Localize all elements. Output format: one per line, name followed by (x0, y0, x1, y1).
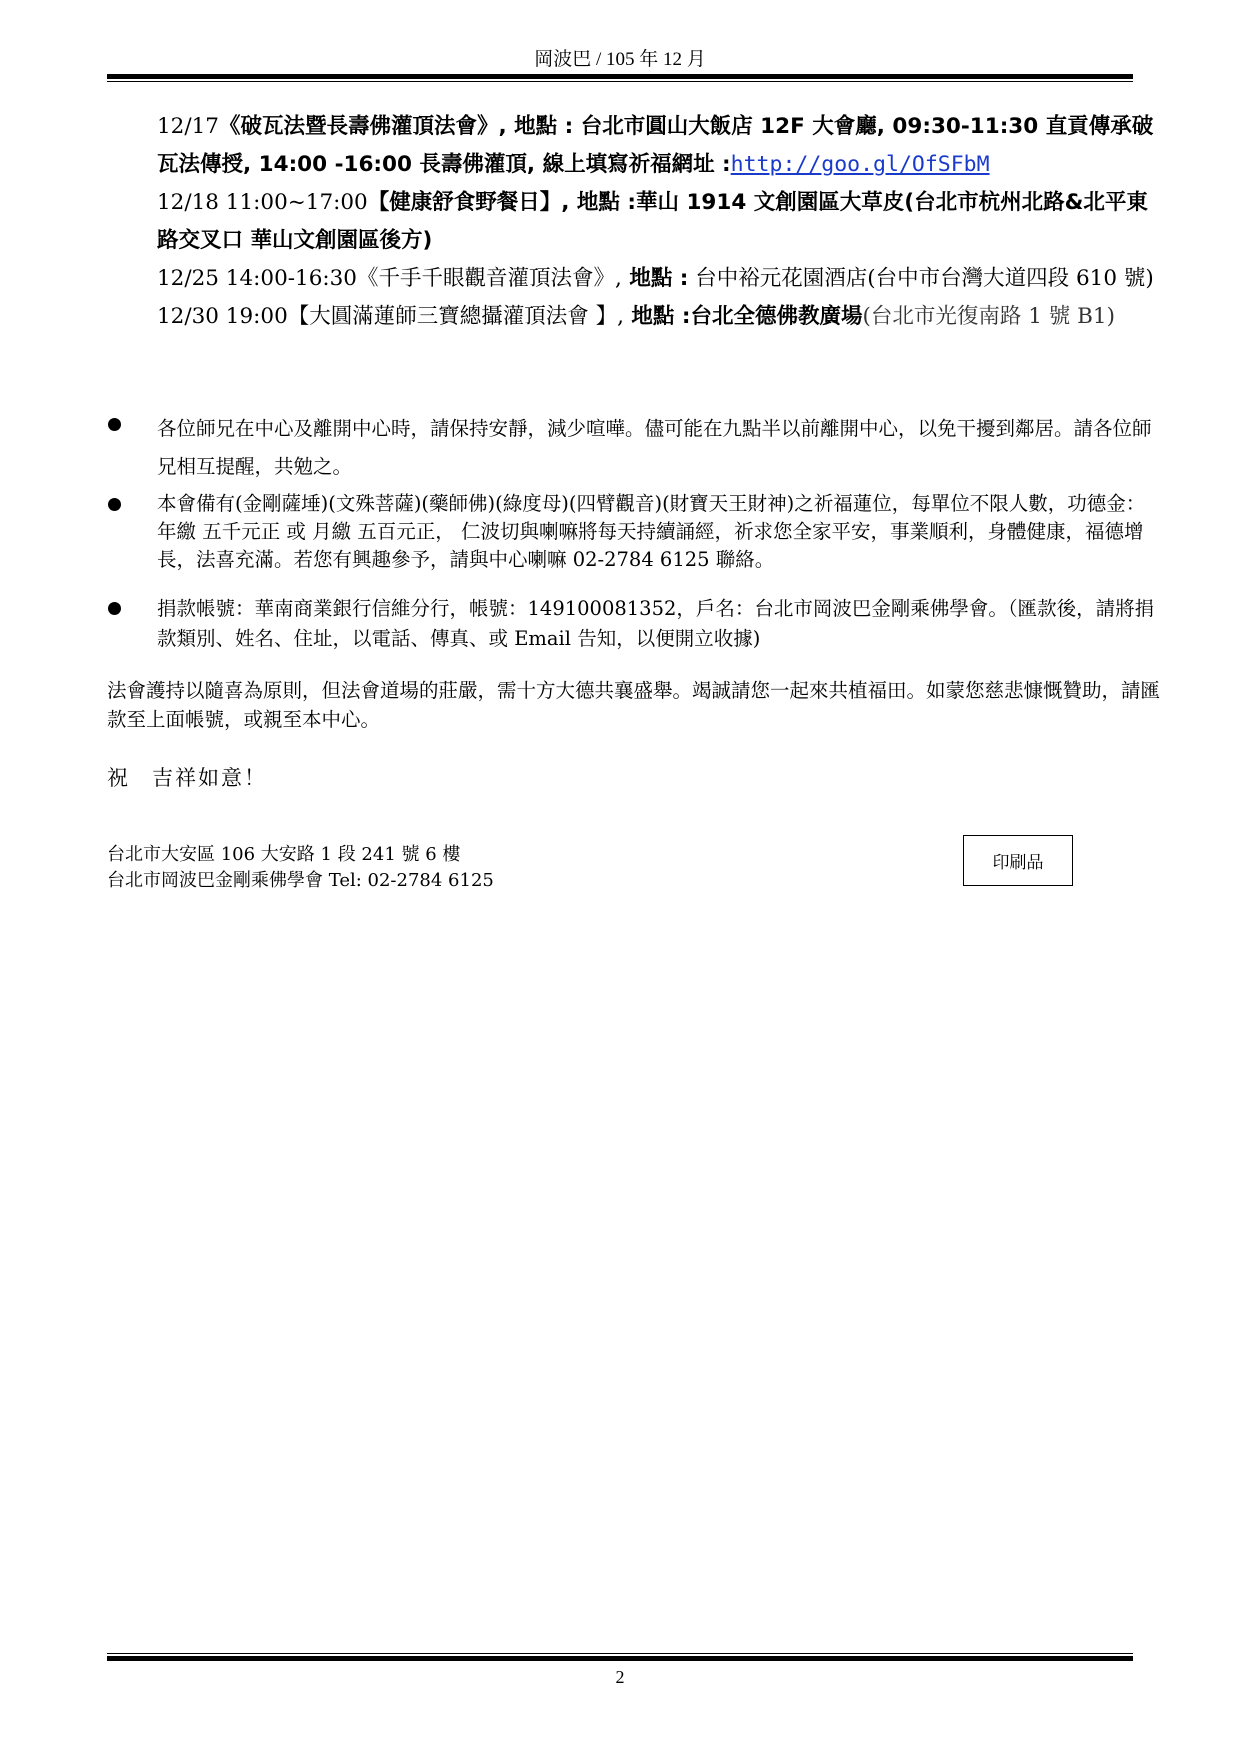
organization-line: 台北市岡波巴金剛乘佛學會 Tel: 02-2784 6125 (107, 870, 494, 891)
event-item (157, 184, 1162, 260)
contact-address (107, 842, 494, 894)
event-item (157, 298, 1162, 336)
bullet-icon (108, 498, 121, 511)
prayer-signup-link[interactable]: http://goo.gl/OfSFbM (730, 152, 990, 177)
event-date: 12/18 11:00~17:00 (157, 190, 368, 215)
event-location-label: 地點 : (621, 266, 689, 291)
header-rule (107, 74, 1133, 79)
closing-paragraph: 法會護持以隨喜為原則，但法會道場的莊嚴，需十方大德共襄盛舉。竭誠請您一起來共植福田。如蒙您慈悲慷慨贊助，請匯款至上面帳號，或親至本中心。 (107, 679, 1161, 731)
wish-prefix: 祝 (107, 766, 130, 790)
event-list (157, 108, 1162, 336)
event-item (157, 108, 1162, 184)
address-line: 台北市大安區 106 大安路 1 段 241 號 6 樓 (107, 844, 461, 865)
footer-rule-thin (107, 1653, 1133, 1654)
notice-text: 本會備有(金剛薩埵)(文殊菩薩)(藥師佛)(綠度母)(四臂觀音)(財寶天王財神)之祈福蓮位，每單位不限人數，功德金：年繳 五千元正 或 月繳 五百元正， 仁波切與喇嘛將每天持續誦經，祈求您全家平安，事業順利，身體健康，福德增長，法喜充滿。若您有興趣參予，請與中心喇嘛 02-2784 6125 聯絡。 (157, 492, 1146, 571)
event-detail: 【健康舒食野餐日】, 地點 :華山 1914 文創園區大草皮(台北市杭州北路&北平東路交叉口 華山文創園區後方) (157, 190, 1148, 253)
wish-text: 吉祥如意！ (152, 766, 267, 790)
event-location: 台中裕元花園酒店(台中市台灣大道四段 610 號) (688, 266, 1154, 291)
page-header: 岡波巴 / 105 年 12 月 (534, 49, 706, 70)
event-item (157, 260, 1162, 298)
notice-text: 各位師兄在中心及離開中心時，請保持安靜，減少喧嘩。儘可能在九點半以前離開中心，以免干擾到鄰居。請各位師兄相互提醒，共勉之。 (157, 417, 1152, 478)
list-item (107, 410, 1162, 486)
closing-wish (107, 762, 267, 792)
notice-text: 捐款帳號：華南商業銀行信維分行，帳號：149100081352，戶名：台北市岡波巴金剛乘佛學會。（匯款後，請將捐款類別、姓名、住址，以電話、傳真、或 Email 告知，以便開立收據) (157, 597, 1155, 650)
header-rule-thin (107, 81, 1133, 82)
event-detail: 《破瓦法暨長壽佛灌頂法會》, 地點 : 台北市圓山大飯店 12F 大會廳, 09:30-11:30 直貢傳承破瓦法傳授, 14:00 -16:00 長壽佛灌頂, 線上填寫祈福網址 : (157, 114, 1154, 177)
list-item (107, 490, 1162, 574)
bullet-icon (108, 418, 121, 431)
page-number: 2 (615, 1667, 625, 1687)
printed-matter-box: 印刷品 (963, 835, 1073, 886)
list-item (107, 594, 1162, 654)
event-date: 12/17 (157, 114, 219, 139)
event-location: (台北市光復南路 1 號 B1) (862, 304, 1115, 329)
notice-list (107, 410, 1162, 654)
event-date: 12/30 19:00【大圓滿蓮師三寶總攝灌頂法會 】, (157, 304, 624, 329)
bullet-icon (108, 602, 121, 615)
footer-rule (107, 1656, 1133, 1661)
event-location-label: 地點 :台北全德佛教廣場 (623, 304, 863, 329)
event-date: 12/25 14:00-16:30《千手千眼觀音灌頂法會》, (157, 266, 622, 291)
